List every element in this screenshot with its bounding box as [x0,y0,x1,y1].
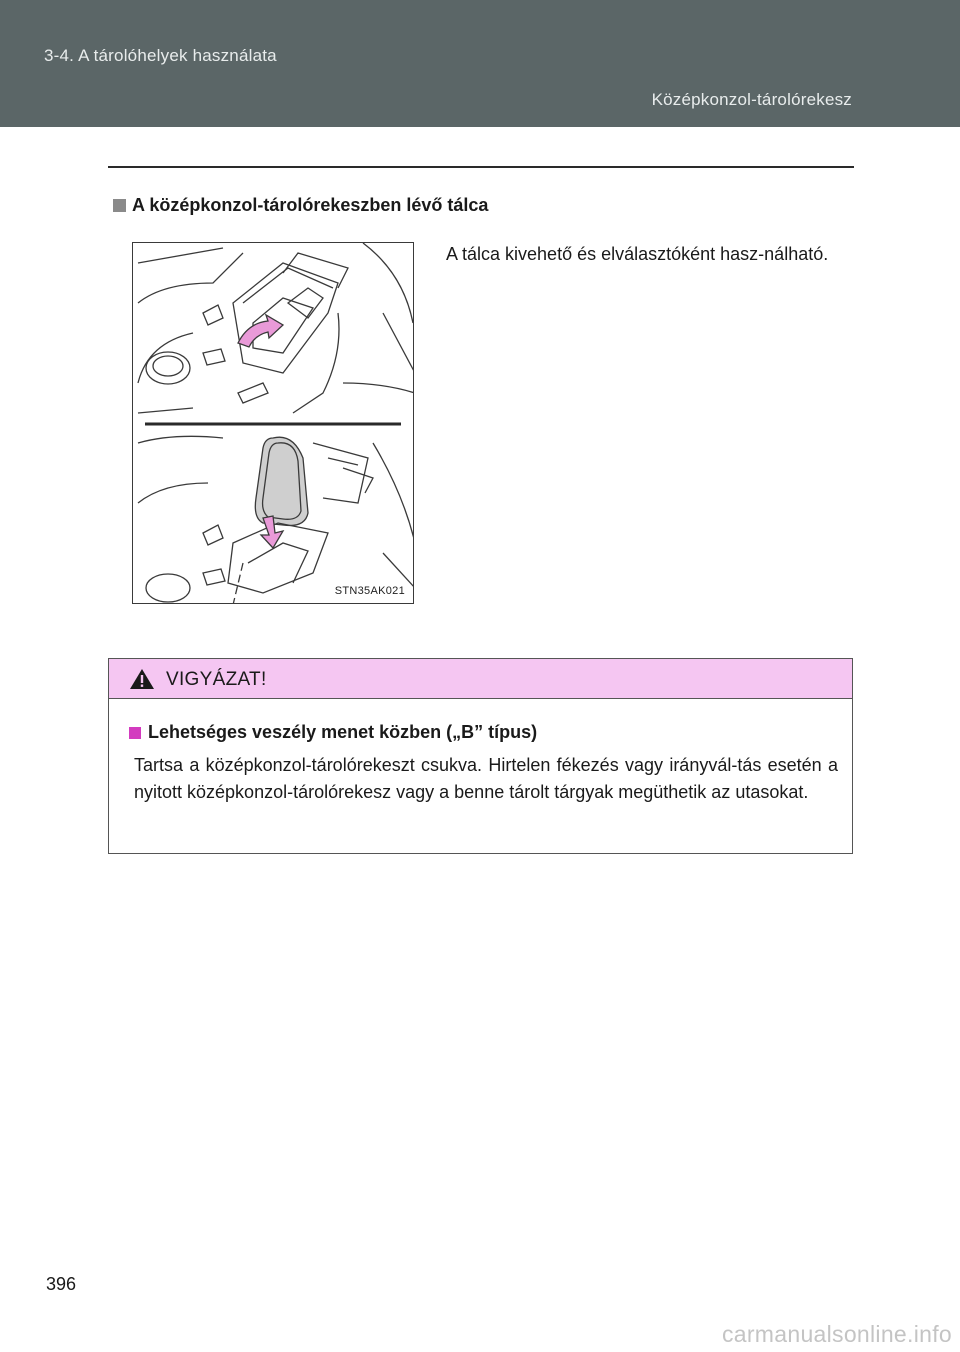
caution-subheading-text: Lehetséges veszély menet közben („B” típus) [148,722,538,742]
caution-subheading [129,722,537,743]
caution-title: VIGYÁZAT! [166,669,267,690]
section-heading [113,195,488,216]
illustration-drawing [133,243,414,604]
square-bullet-icon [129,727,141,739]
page-number: 396 [46,1274,77,1294]
caution-body: Tartsa a középkonzol-tárolórekeszt csukva. Hirtelen fékezés vagy irányvál-tás esetén a nyitott középkonzol-tárolórekesz vagy a benne tárolt tárgyak megüthetik az utasokat. [134,755,838,802]
console-tray-illustration [132,242,414,604]
subsection-title: Középkonzol-tárolórekesz [651,90,852,109]
section-title: 3-4. A tárolóhelyek használata [44,46,277,65]
caution-header-bar [109,659,852,699]
figure-code: STN35AK021 [334,585,405,597]
square-bullet-icon [113,199,126,212]
top-divider [108,166,854,168]
section-heading-text: A középkonzol-tárolórekeszben lévő tálca [132,195,489,215]
watermark: carmanualsonline.info [721,1321,952,1347]
caution-box [108,658,853,854]
description-text: A tálca kivehető és elválasztóként hasz-nálható. [446,244,829,264]
page-header [0,0,960,127]
warning-triangle-icon [129,668,155,690]
